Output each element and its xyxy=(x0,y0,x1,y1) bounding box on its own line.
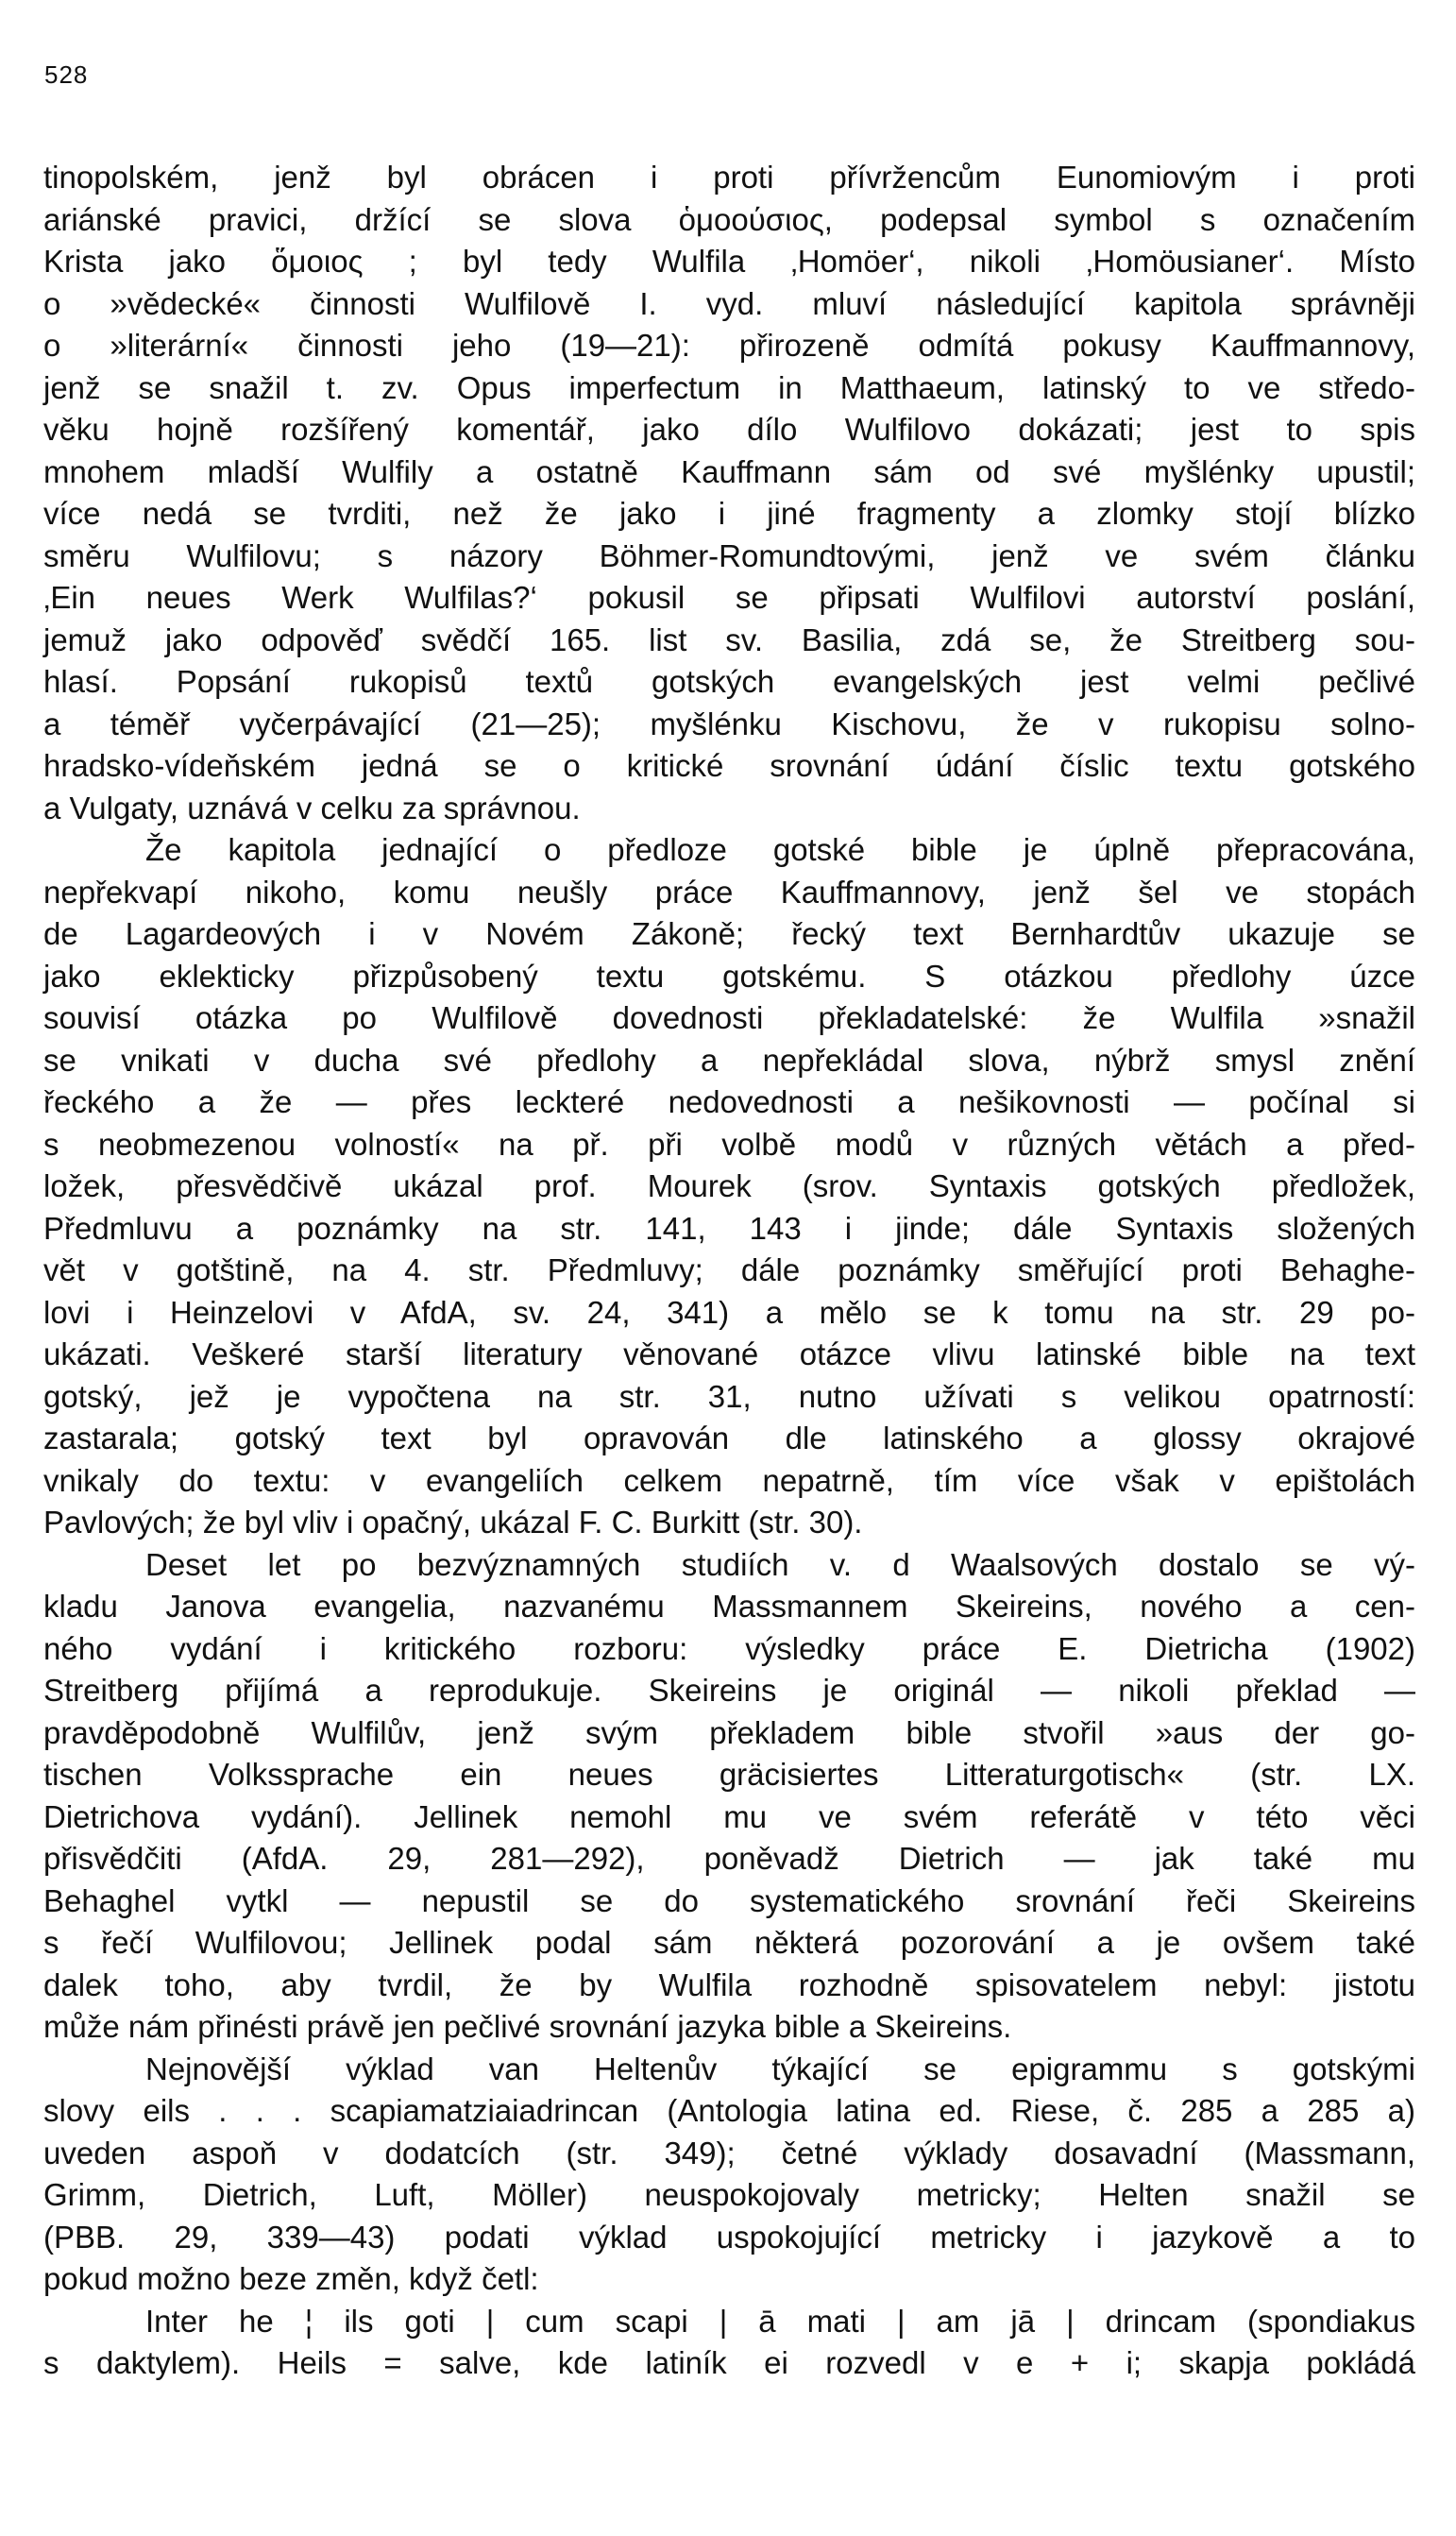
text-line: se vnikati v ducha své předlohy a nepřekládal slova, nýbrž smysl znění xyxy=(43,1042,1415,1078)
text-line: ukázati. Veškeré starší literatury věnované otázce vlivu latinské bible na text xyxy=(43,1336,1415,1371)
body-text xyxy=(43,157,1415,2385)
text-line: tinopolském, jenž byl obrácen i proti přívržencům Eunomiovým i proti xyxy=(43,160,1415,195)
text-line: tischen Volkssprache ein neues gräcisiertes Litteraturgotisch« (str. LX. xyxy=(43,1757,1415,1792)
text-line: Deset let po bezvýznamných studiích v. d Waalsových dostalo se vý- xyxy=(145,1546,1415,1582)
text-line: s neobmezenou volností« na př. při volbě modů v různých větách a před- xyxy=(43,1126,1415,1162)
text-line: uveden aspoň v dodatcích (str. 349); četné výklady dosavadní (Massmann, xyxy=(43,2135,1415,2170)
text-line: Grimm, Dietrich, Luft, Möller) neuspokojovaly metricky; Helten snažil se xyxy=(43,2177,1415,2212)
text-line: hradsko-vídeňském jedná se o kritické srovnání údání číslic textu gotského xyxy=(43,748,1415,783)
text-line: pokud možno beze změn, když četl: xyxy=(43,2261,539,2296)
text-line: o »literární« činnosti jeho (19—21): přirozeně odmítá pokusy Kauffmannovy, xyxy=(43,328,1415,363)
text-line: věku hojně rozšířený komentář, jako dílo Wulfilovo dokázati; jest to spis xyxy=(43,412,1415,447)
text-line: vnikaly do textu: v evangeliích celkem nepatrně, tím více však v epištolách xyxy=(43,1462,1415,1498)
text-line: slovy eils . . . scapiamatziaiadrincan (Antologia latina ed. Riese, č. 285 a 285 a) xyxy=(43,2093,1415,2128)
text-line: mnohem mladší Wulfily a ostatně Kauffmann sám od své myšlénky upustil; xyxy=(43,453,1415,489)
text-line: s daktylem). Heils = salve, kde latiník ei rozvedl v e + i; skapja pokládá xyxy=(43,2345,1415,2380)
text-line: de Lagardeových i v Novém Zákoně; řecký text Bernhardtův ukazuje se xyxy=(43,916,1415,951)
text-line: nepřekvapí nikoho, komu neušly práce Kauffmannovy, jenž šel ve stopách xyxy=(43,874,1415,910)
text-line: řeckého a že — přes leckteré nedovednosti a nešikovnosti — počínal si xyxy=(43,1084,1415,1119)
text-line: jako eklekticky přizpůsobený textu gotskému. S otázkou předlohy úzce xyxy=(43,958,1415,994)
text-line: vět v gotštině, na 4. str. Předmluvy; dále poznámky směřující proti Behaghe- xyxy=(43,1252,1415,1287)
text-line: lovi i Heinzelovi v AfdA, sv. 24, 341) a mělo se k tomu na str. 29 po- xyxy=(43,1294,1415,1330)
text-line: hlasí. Popsání rukopisů textů gotských evangelských jest velmi pečlivé xyxy=(43,664,1415,699)
text-line: souvisí otázka po Wulfilově dovednosti překladatelské: že Wulfila »snažil xyxy=(43,1000,1415,1035)
text-line: ného vydání i kritického rozboru: výsledky práce E. Dietricha (1902) xyxy=(43,1630,1415,1666)
text-line: gotský, jež je vypočtena na str. 31, nutno užívati s velikou opatrností: xyxy=(43,1378,1415,1414)
text-line: o »vědecké« činnosti Wulfilově I. vyd. mluví následující kapitola správněji xyxy=(43,285,1415,321)
text-line: pravděpodobně Wulfilův, jenž svým překladem bible stvořil »aus der go- xyxy=(43,1714,1415,1750)
text-line: jenž se snažil t. zv. Opus imperfectum in Matthaeum, latinský to ve středo- xyxy=(43,369,1415,405)
text-line: ložek, přesvědčivě ukázal prof. Mourek (srov. Syntaxis gotských předložek, xyxy=(43,1168,1415,1203)
text-line: a téměř vyčerpávající (21—25); myšlénku Kischovu, že v rukopisu solno- xyxy=(43,706,1415,741)
text-line: více nedá se tvrditi, než že jako i jiné fragmenty a zlomky stojí blízko xyxy=(43,496,1415,531)
text-line: kladu Janova evangelia, nazvanému Massmannem Skeireins, nového a cen- xyxy=(43,1589,1415,1624)
text-line: Předmluvu a poznámky na str. 141, 143 i jinde; dále Syntaxis složených xyxy=(43,1210,1415,1246)
text-line: ‚Ein neues Werk Wulfilas?‘ pokusil se připsati Wulfilovi autorství poslání, xyxy=(43,580,1415,615)
text-line: ariánské pravici, držící se slova ὁμοούσιος, podepsal symbol s označením xyxy=(43,201,1415,237)
text-line: zastarala; gotský text byl opravován dle latinského a glossy okrajové xyxy=(43,1421,1415,1455)
text-line: dalek toho, aby tvrdil, že by Wulfila rozhodně spisovatelem nebyl: jistotu xyxy=(43,1966,1415,2002)
text-line: Inter he ¦ ils goti | cum scapi | ā mati | am jā | drincam (spondiakus xyxy=(145,2303,1415,2339)
text-line: Pavlových; že byl vliv i opačný, ukázal F. C. Burkitt (str. 30). xyxy=(43,1505,863,1540)
text-line: Krista jako ὅμοιος ; byl tedy Wulfila ‚Homöer‘, nikoli ‚Homöusianer‘. Místo xyxy=(43,244,1415,279)
text-line: může nám přinésti právě jen pečlivé srovnání jazyka bible a Skeireins. xyxy=(43,2009,1012,2044)
text-line: jemuž jako odpověď svědčí 165. list sv. Basilia, zdá se, že Streitberg sou- xyxy=(43,621,1415,657)
text-line: (PBB. 29, 339—43) podati výklad uspokojující metricky i jazykově a to xyxy=(43,2219,1415,2255)
text-line: Behaghel vytkl — nepustil se do systematického srovnání řeči Skeireins xyxy=(43,1882,1415,1918)
text-line: a Vulgaty, uznává v celku za správnou. xyxy=(43,790,581,825)
text-line: přisvědčiti (AfdA. 29, 281—292), poněvadž Dietrich — jak také mu xyxy=(43,1841,1415,1876)
text-line: s řečí Wulfilovou; Jellinek podal sám některá pozorování a je ovšem také xyxy=(43,1925,1415,1960)
text-line: směru Wulfilovu; s názory Böhmer-Romundtovými, jenž ve svém článku xyxy=(43,537,1415,573)
page-number: 528 xyxy=(44,60,89,89)
text-line: Že kapitola jednající o předloze gotské bible je úplně přepracována, xyxy=(145,832,1415,867)
text-line: Nejnovější výklad van Heltenův týkající se epigrammu s gotskými xyxy=(145,2051,1415,2086)
text-line: Streitberg přijímá a reprodukuje. Skeireins je originál — nikoli překlad — xyxy=(43,1673,1415,1708)
text-line: Dietrichova vydání). Jellinek nemohl mu ve svém referátě v této věci xyxy=(43,1798,1415,1834)
